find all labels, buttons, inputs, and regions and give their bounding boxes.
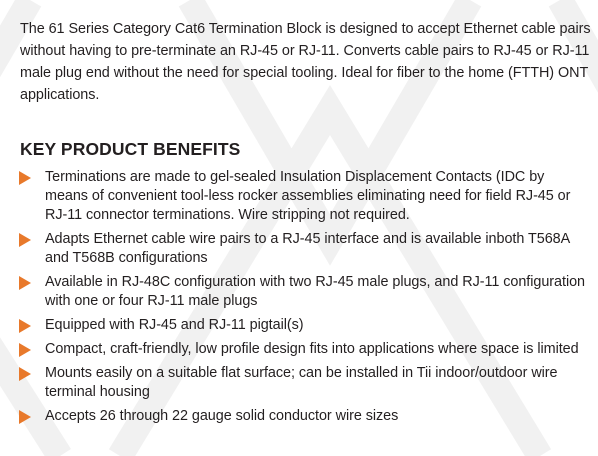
triangle-right-icon xyxy=(19,171,31,185)
benefit-text: Compact, craft-friendly, low profile design fits into applications where space is limited xyxy=(45,341,579,357)
benefit-text: Accepts 26 through 22 gauge solid conductor wire sizes xyxy=(45,408,399,424)
benefit-text: Available in RJ-48C configuration with two RJ-45 male plugs, and RJ-11 configuration with one or four RJ-11 male plugs xyxy=(45,274,585,309)
list-item xyxy=(0,316,598,335)
list-item xyxy=(0,230,598,268)
triangle-right-icon xyxy=(19,410,31,424)
benefits-heading: KEY PRODUCT BENEFITS xyxy=(20,139,241,159)
list-item xyxy=(0,273,598,311)
list-item xyxy=(0,407,598,426)
triangle-right-icon xyxy=(19,319,31,333)
triangle-right-icon xyxy=(19,276,31,290)
intro-paragraph: The 61 Series Category Cat6 Termination Block is designed to accept Ethernet cable pairs without having to pre-terminate an RJ-45 or RJ-11. Converts cable pairs to RJ-45 or RJ-11 male plug end without the need for special tooling. Ideal for fiber to the home (FTTH) ONT applications. xyxy=(20,21,591,103)
triangle-right-icon xyxy=(19,233,31,247)
list-item xyxy=(0,340,598,359)
list-item xyxy=(0,364,598,402)
benefit-text: Terminations are made to gel-sealed Insulation Displacement Contacts (IDC by means of convenient tool-less rocker assemblies eliminating need for field RJ-45 or RJ-11 connector terminations. Wire stripping not required. xyxy=(45,169,571,223)
benefit-text: Equipped with RJ-45 and RJ-11 pigtail(s) xyxy=(45,317,304,333)
benefit-text: Mounts easily on a suitable flat surface; can be installed in Tii indoor/outdoor wire terminal housing xyxy=(45,365,558,400)
triangle-right-icon xyxy=(19,367,31,381)
benefit-text: Adapts Ethernet cable wire pairs to a RJ-45 interface and is available inboth T568A and T568B configurations xyxy=(45,231,570,266)
benefits-list xyxy=(0,168,598,431)
list-item xyxy=(0,168,598,225)
triangle-right-icon xyxy=(19,343,31,357)
